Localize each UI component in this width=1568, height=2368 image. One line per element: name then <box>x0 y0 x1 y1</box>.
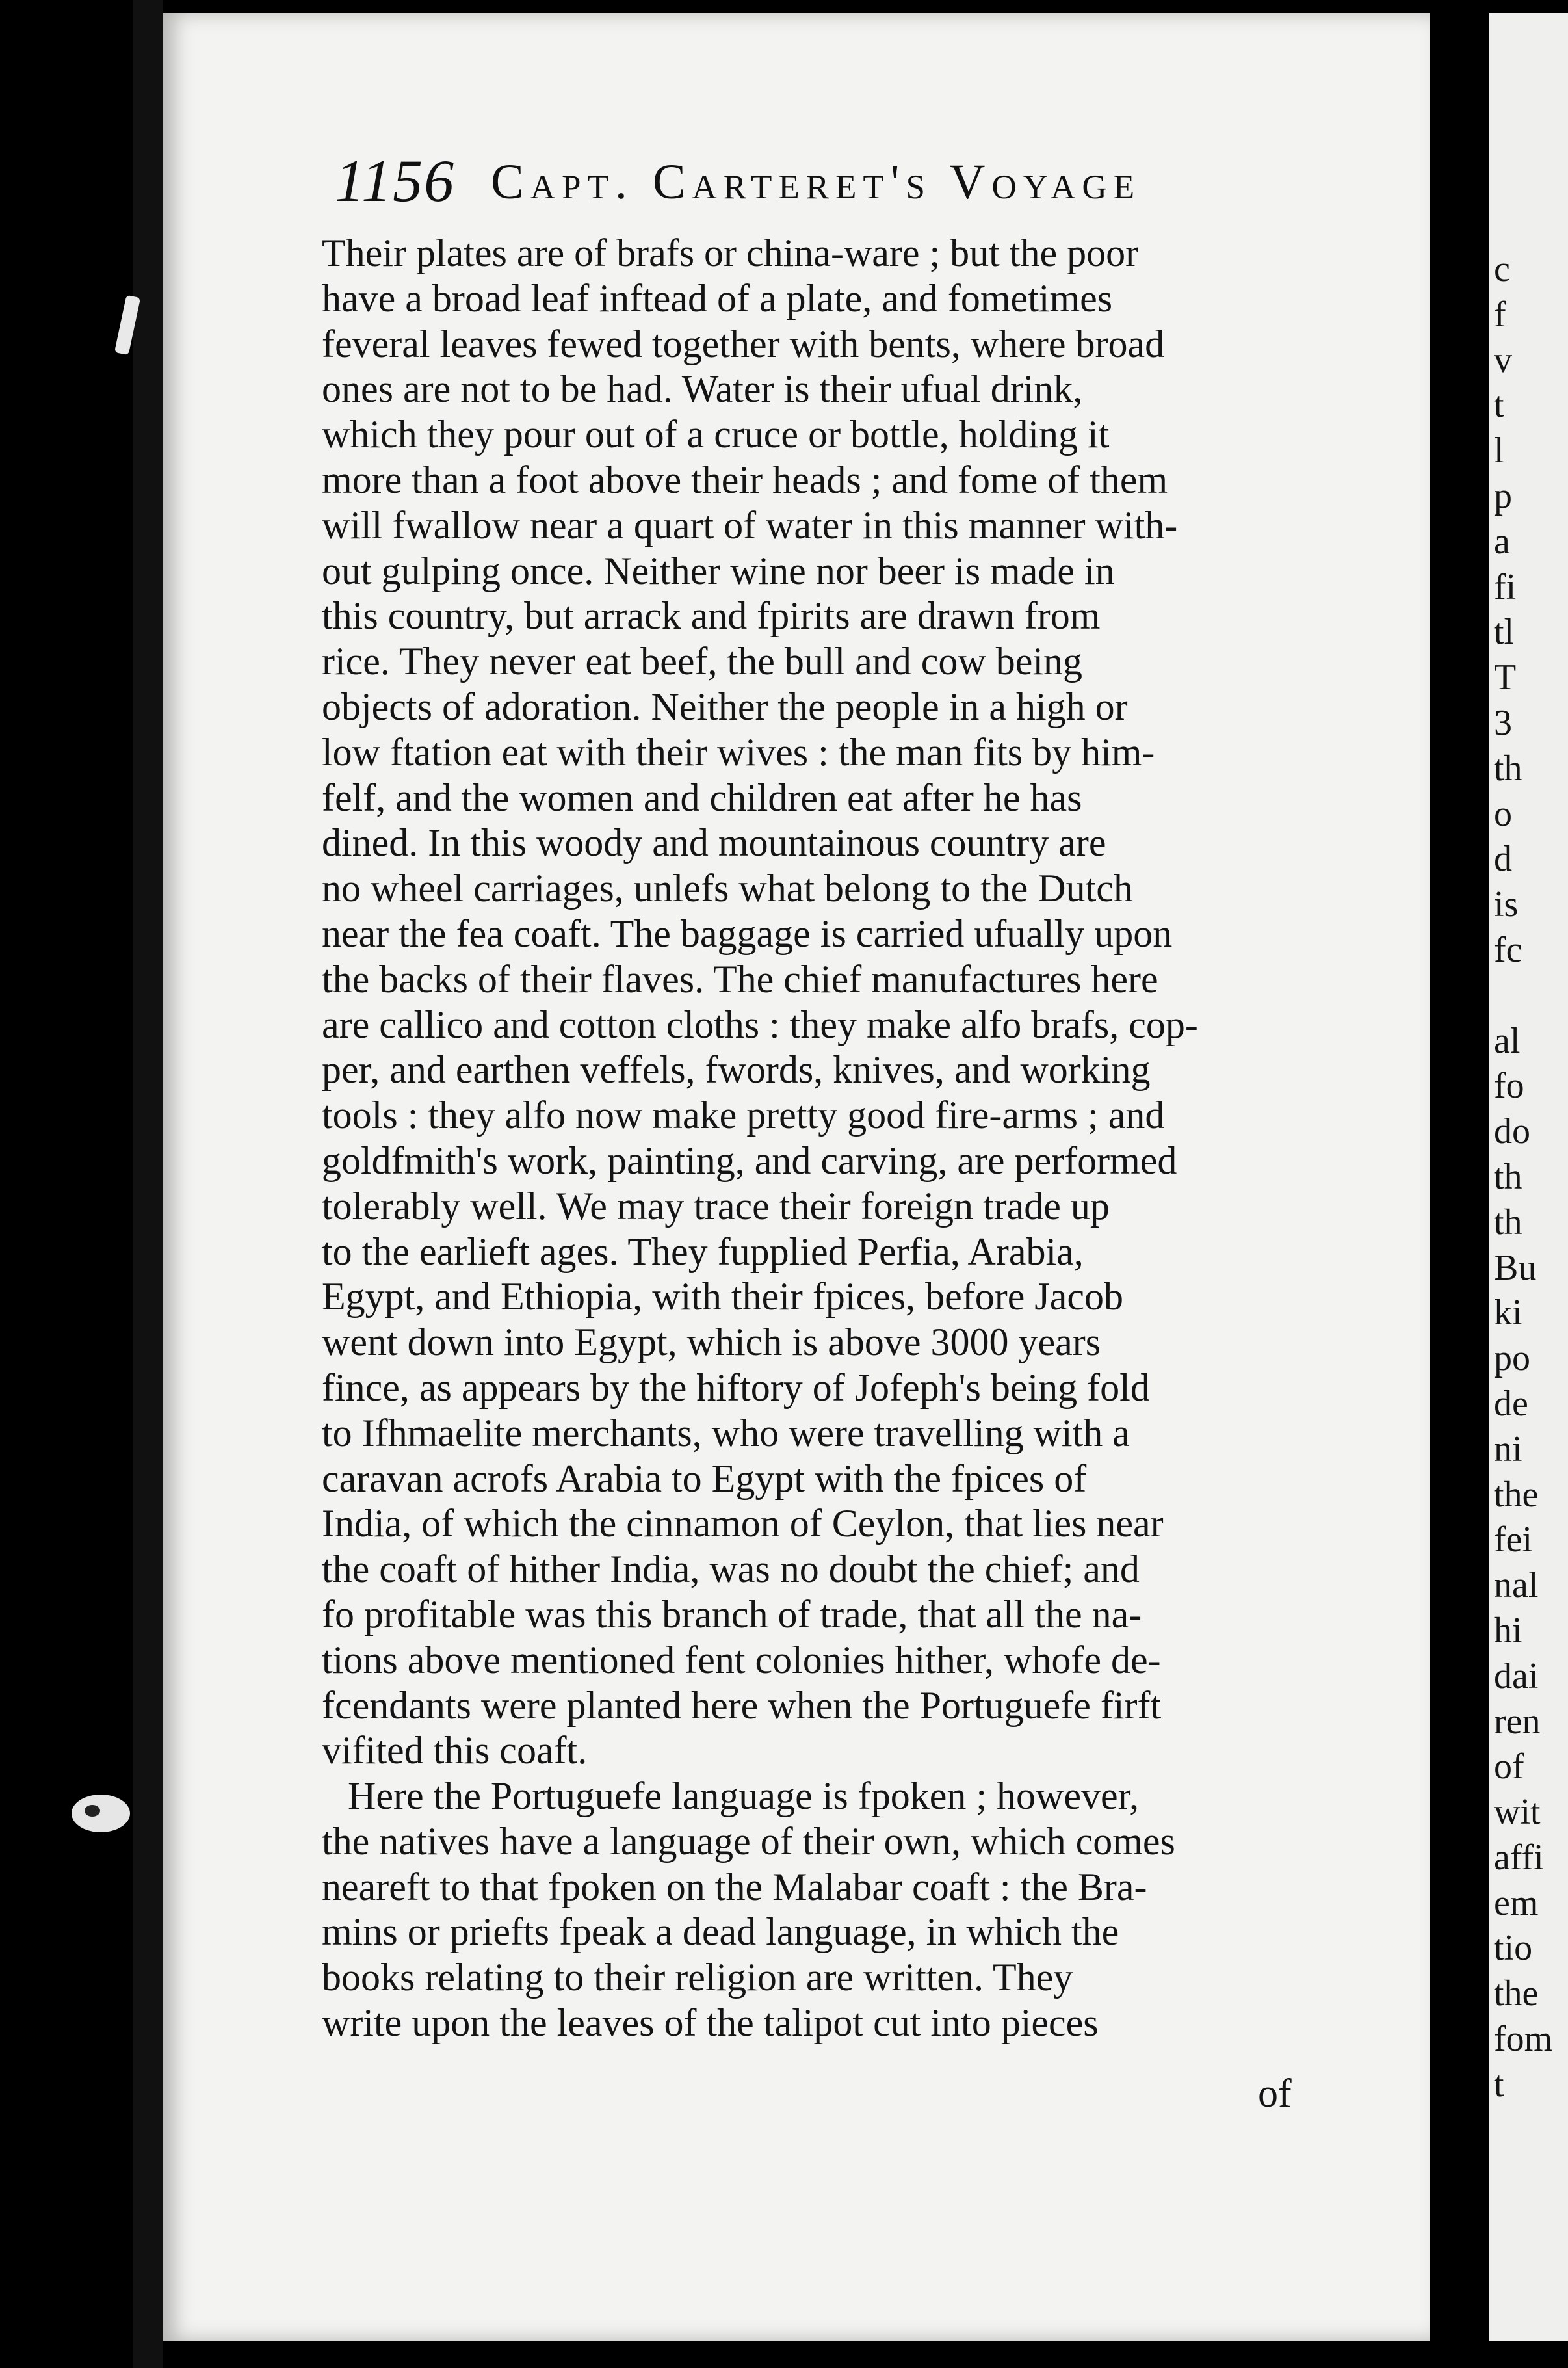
facing-page-fragment: c <box>1494 249 1510 289</box>
facing-page-fragment: 3 <box>1494 702 1512 743</box>
text-line: the coaft of hither India, was no doubt the chief; and <box>322 1547 1140 1591</box>
facing-page-fragment <box>1494 973 1568 1019</box>
running-title: Capt. Carteret's Voyage <box>491 155 1142 209</box>
facing-page-fragment: th <box>1494 1156 1522 1197</box>
facing-page-fragment: f <box>1494 294 1506 335</box>
text-line: vifited this coaft. <box>322 1729 588 1772</box>
facing-page-fragment: th <box>1494 1202 1522 1243</box>
facing-page-fragment: fi <box>1494 566 1517 607</box>
facing-page-fragment: tl <box>1494 612 1515 653</box>
facing-page-fragment: nal <box>1494 1565 1539 1606</box>
catchword: of <box>1258 2072 1292 2116</box>
text-line: have a broad leaf inftead of a plate, and fometimes <box>322 276 1113 320</box>
page-number: 1156 <box>335 148 456 214</box>
facing-page-fragment: t <box>1494 2064 1504 2105</box>
text-line: more than a foot above their heads ; and fome of them <box>322 458 1168 501</box>
text-line: low ftation eat with their wives : the man fits by him- <box>322 730 1155 774</box>
facing-page-fragment: em <box>1494 1882 1539 1923</box>
facing-page-fragment: dai <box>1494 1655 1539 1696</box>
text-line: India, of which the cinnamon of Ceylon, that lies near <box>322 1502 1164 1546</box>
facing-page-fragment: tio <box>1494 1928 1533 1969</box>
text-line: no wheel carriages, unlefs what belong to the Dutch <box>322 867 1133 910</box>
facing-page-fragment: hi <box>1494 1610 1522 1651</box>
facing-page-fragment: v <box>1494 339 1512 380</box>
text-line: mins or priefts fpeak a dead language, in which the <box>322 1910 1119 1954</box>
text-line: per, and earthen veffels, fwords, knives, and working <box>322 1048 1151 1092</box>
text-line: tools : they alfo now make pretty good fire-arms ; and <box>322 1094 1165 1137</box>
text-line: near the fea coaft. The baggage is carried ufually upon <box>322 912 1173 955</box>
text-line: neareft to that fpoken on the Malabar coaft : the Bra- <box>322 1865 1147 1908</box>
facing-page-fragment: of <box>1494 1746 1524 1787</box>
text-line: objects of adoration. Neither the people in a high or <box>322 685 1128 728</box>
facing-page-fragment: fei <box>1494 1519 1533 1560</box>
scan-border-left <box>0 0 156 2368</box>
text-line: feveral leaves fewed together with bents, where broad <box>322 322 1165 365</box>
text-line: goldfmith's work, painting, and carving, are performed <box>322 1138 1177 1182</box>
text-line: tions above mentioned fent colonies hither, whofe de- <box>322 1638 1161 1681</box>
text-line: Their plates are of brafs or china-ware ; but the poor <box>322 231 1139 274</box>
text-line: tolerably well. We may trace their foreign trade up <box>322 1184 1110 1228</box>
body-text <box>322 231 1342 2046</box>
facing-page-fragment: fc <box>1494 929 1522 970</box>
text-line: felf, and the women and children eat after he has <box>322 776 1082 819</box>
facing-page-fragment: a <box>1494 521 1510 562</box>
book-gutter <box>1430 0 1489 2368</box>
facing-page-fragment: o <box>1494 793 1512 834</box>
facing-page-fragment: th <box>1494 748 1522 789</box>
text-line: to Ifhmaelite merchants, who were travelling with a <box>322 1411 1130 1454</box>
text-line: Egypt, and Ethiopia, with their fpices, before Jacob <box>322 1275 1123 1319</box>
facing-page-fragment: ren <box>1494 1701 1541 1742</box>
text-line: write upon the leaves of the talipot cut into pieces <box>322 2001 1099 2045</box>
facing-page-fragment: do <box>1494 1111 1530 1152</box>
running-head <box>335 146 1277 224</box>
page-edge <box>133 0 163 2368</box>
facing-page-fragment: ni <box>1494 1428 1522 1469</box>
text-line: books relating to their religion are written. They <box>322 1956 1073 1999</box>
facing-page-fragment: t <box>1494 385 1504 426</box>
facing-page-fragment: the <box>1494 1474 1539 1515</box>
text-line: went down into Egypt, which is above 3000 years <box>322 1321 1101 1364</box>
text-line: fcendants were planted here when the Portuguefe firft <box>322 1683 1162 1727</box>
text-line: ones are not to be had. Water is their ufual drink, <box>322 367 1083 411</box>
facing-page-fragment: affi <box>1494 1837 1544 1878</box>
margin-stain <box>72 1795 130 1832</box>
text-line: caravan acrofs Arabia to Egypt with the fpices of <box>322 1456 1087 1500</box>
text-line: out gulping once. Neither wine nor beer is made in <box>322 549 1115 592</box>
text-line: the natives have a language of their own, which comes <box>322 1819 1175 1863</box>
facing-page-fragment: is <box>1494 884 1519 925</box>
text-line: this country, but arrack and fpirits are drawn from <box>322 594 1101 638</box>
facing-page-fragment: ki <box>1494 1293 1522 1334</box>
facing-page-fragment: the <box>1494 1973 1539 2014</box>
text-line: are callico and cotton cloths : they make alfo brafs, cop- <box>322 1003 1198 1046</box>
text-line: dined. In this woody and mountainous country are <box>322 821 1106 865</box>
facing-page-fragment: l <box>1494 430 1504 471</box>
text-line: fo profitable was this branch of trade, that all the na- <box>322 1592 1142 1636</box>
text-line: to the earlieft ages. They fupplied Perfia, Arabia, <box>322 1230 1084 1273</box>
facing-page-fragment: fo <box>1494 1066 1524 1107</box>
facing-page-fragment: al <box>1494 1020 1521 1061</box>
facing-page-fragment: fom <box>1494 2019 1553 2060</box>
facing-page-fragment: p <box>1494 475 1512 516</box>
facing-page-fragment: T <box>1494 657 1517 698</box>
text-line: fince, as appears by the hiftory of Jofeph's being fold <box>322 1365 1150 1409</box>
text-line: the backs of their flaves. The chief manufactures here <box>322 957 1158 1001</box>
text-line: which they pour out of a cruce or bottle, holding it <box>322 413 1110 456</box>
facing-page-fragment: wit <box>1494 1792 1541 1833</box>
facing-page-fragment: po <box>1494 1338 1530 1379</box>
text-line: will fwallow near a quart of water in this manner with- <box>322 503 1178 547</box>
facing-page-fragment: d <box>1494 839 1512 880</box>
text-line: rice. They never eat beef, the bull and cow being <box>322 640 1083 683</box>
facing-page-fragment: Bu <box>1494 1247 1537 1288</box>
facing-page-fragment: de <box>1494 1383 1528 1424</box>
text-line: Here the Portuguefe language is fpoken ; however, <box>348 1774 1140 1818</box>
facing-page-text <box>1494 247 1568 2108</box>
